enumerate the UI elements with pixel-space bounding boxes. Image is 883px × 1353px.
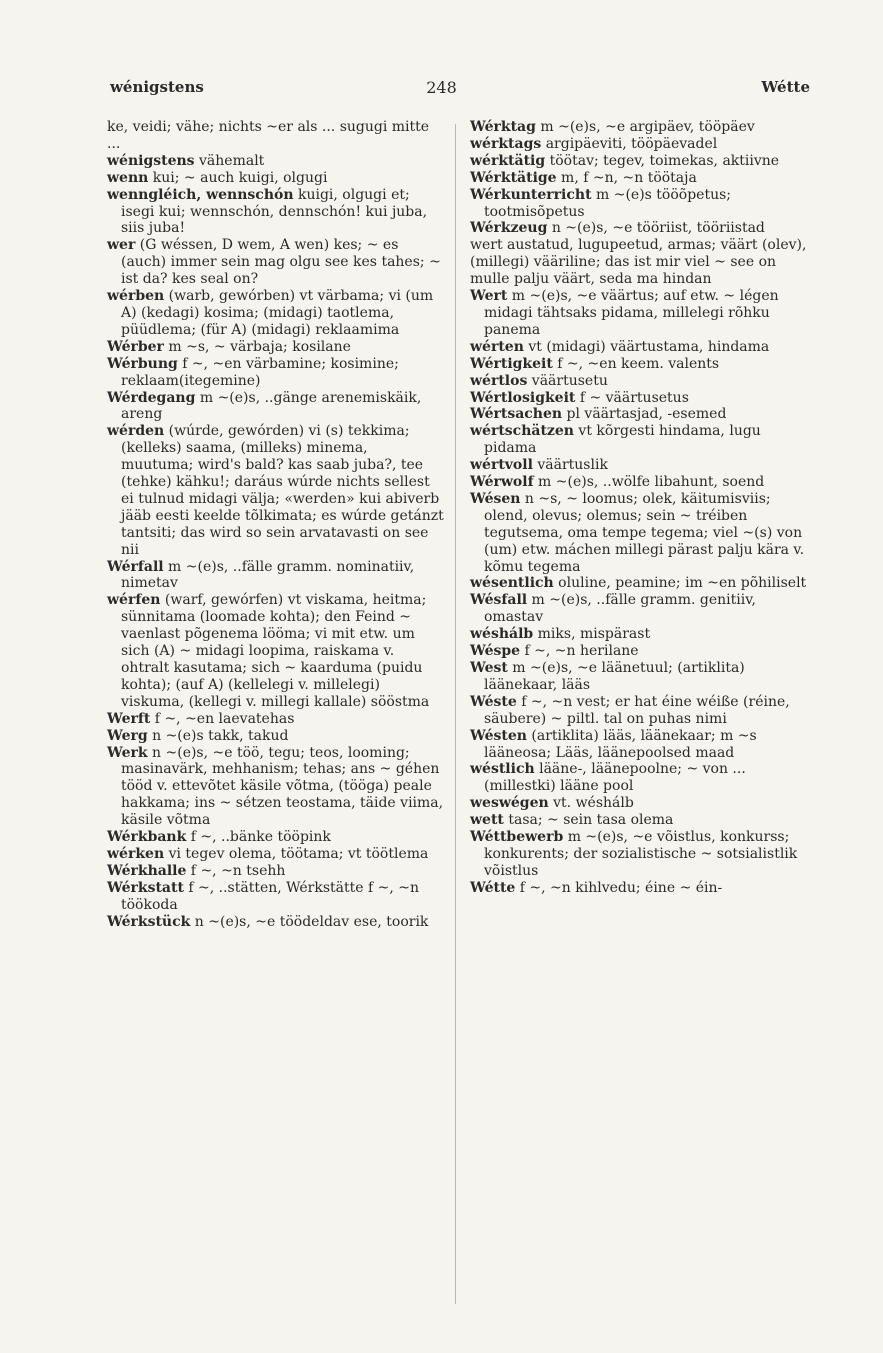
entry-definition: m ~(e)s, ..fälle gramm. genitiiv, omastav <box>484 592 756 626</box>
entry-definition: wert austatud, lugupeetud, armas; väärt (olev), (millegi) vääriline; das ist mir viel ~ see on mulle palju väärt, seda ma hindan <box>470 237 807 288</box>
entry-definition: (G wéssen, D wem, A wen) kes; ~ es (auch) immer sein mag olgu see kes tahes; ~ ist da? kes seal on? <box>121 237 441 288</box>
entry-definition: väärtusetu <box>527 372 608 389</box>
entry-definition: f ~, ~n herilane <box>520 643 639 660</box>
dictionary-entry <box>470 728 813 762</box>
entry-definition: lääne-, läänepoolne; ~ von ... (millestki) lääne pool <box>484 761 746 795</box>
entry-definition: f ~, ~n vest; er hat éine wéiße (réine, säubere) ~ piltl. tal on puhas nimi <box>484 693 790 727</box>
right-column <box>470 119 813 897</box>
entry-definition: vähemalt <box>194 152 265 169</box>
dictionary-entry <box>470 237 813 288</box>
entry-headword: wenngléich, wennschón <box>107 186 294 203</box>
dictionary-entry <box>107 187 444 238</box>
entry-headword: wer <box>107 237 136 254</box>
entry-headword: Wérbung <box>107 355 178 372</box>
entry-headword: Wérwolf <box>470 474 534 491</box>
entry-definition: m ~(e)s, ~e võistlus, konkurss; konkurents; der sozialistische ~ sotsialistlik võistlus <box>484 829 798 879</box>
entry-headword: Wétte <box>470 879 516 896</box>
entry-headword: Wérdegang <box>107 389 196 406</box>
entry-definition: kui; ~ auch kuigi, olgugi <box>148 169 328 186</box>
entry-headword: Wéttbewerb <box>470 829 564 846</box>
page-number: 248 <box>426 78 457 97</box>
entry-headword: wésentlich <box>470 575 554 592</box>
dictionary-entry <box>107 237 444 288</box>
entry-headword: wérten <box>470 338 524 355</box>
entry-definition: argipäeviti, tööpäevadel <box>541 135 718 152</box>
dictionary-entry <box>470 660 813 694</box>
dictionary-entry <box>470 220 813 237</box>
dictionary-entry <box>107 829 444 846</box>
entry-headword: wérfen <box>107 592 161 609</box>
entry-headword: Wérkbank <box>107 829 187 846</box>
header-guide-word-right: Wétte <box>761 78 810 96</box>
dictionary-entry <box>107 863 444 880</box>
entry-definition: ke, veidi; vähe; nichts ~er als ... sugugi mitte ... <box>107 119 430 152</box>
entry-definition: pl väärtasjad, -esemed <box>562 406 727 423</box>
dictionary-entry <box>470 119 813 136</box>
entry-definition: n ~s, ~ loomus; olek, käitumisviis; olend, olevus; olemus; sein ~ tréiben tegutsema, oma tempe tegema; viel ~(s) von (um) etw. máchen millegi pärast palju kära v. kõmu tegema <box>484 490 805 575</box>
dictionary-entry <box>107 914 444 931</box>
entry-definition: vt. wéshálb <box>548 795 634 812</box>
entry-definition: f ~ väärtusetus <box>575 389 689 406</box>
entry-definition: väärtuslik <box>532 457 608 474</box>
entry-definition: (wúrde, gewórden) vi (s) tekkima; (kelleks) saama, (milleks) minema, muutuma; wird's bald? kas saab juba?, tee (tehke) kähku!; daráus wúrde nichts sellest ei tulnud midagi välja; «werden» kui abiverb jääb eesti keelde tõlkimata; es wúrde getánzt tantsiti; das wird so sein arvatavasti on see nii <box>121 423 444 558</box>
dictionary-entry <box>470 423 813 457</box>
entry-headword: Wérktag <box>470 119 536 135</box>
entry-headword: Wéspe <box>470 643 521 660</box>
dictionary-entry <box>470 457 813 474</box>
dictionary-entry <box>470 575 813 592</box>
column-divider <box>455 124 456 1304</box>
dictionary-entry <box>470 339 813 356</box>
entry-definition: m, f ~n, ~n töötaja <box>556 169 697 186</box>
dictionary-entry <box>470 761 813 795</box>
dictionary-entry <box>107 592 444 710</box>
dictionary-entry <box>107 288 444 339</box>
entry-definition: m ~(e)s, ..wölfe libahunt, soend <box>533 474 765 491</box>
entry-headword: weswégen <box>470 795 549 812</box>
entry-headword: Wértigkeit <box>470 355 553 372</box>
entry-headword: Werg <box>107 727 148 744</box>
dictionary-entry <box>107 119 444 153</box>
entry-headword: wérktags <box>470 135 542 152</box>
entry-headword: Wésten <box>470 727 527 744</box>
entry-definition: m ~(e)s, ~e argipäev, tööpäev <box>535 119 755 135</box>
entry-definition: m ~(e)s, ~e väärtus; auf etw. ~ légen midagi tähtsaks pidama, millelegi rõhku panema <box>484 288 779 338</box>
entry-headword: Wérber <box>107 338 164 355</box>
entry-headword: wett <box>470 812 504 829</box>
entry-definition: tasa; ~ sein tasa olema <box>503 812 674 829</box>
entry-headword: Wértlosigkeit <box>470 389 576 406</box>
entry-definition: f ~, ~en keem. valents <box>552 355 720 372</box>
entry-definition: m ~(e)s, ..fälle gramm. nominatiiv, nimetav <box>121 558 415 592</box>
entry-definition: f ~, ..stätten, Wérkstätte f ~, ~n töökoda <box>121 879 420 913</box>
entry-headword: Wérkhalle <box>107 862 187 879</box>
dictionary-entry <box>470 136 813 153</box>
entry-definition: (artiklita) lääs, läänekaar; m ~s lääneosa; Lääs, läänepoolsed maad <box>484 727 757 761</box>
dictionary-entry <box>107 711 444 728</box>
entry-headword: Wésen <box>470 490 521 507</box>
dictionary-entry <box>470 491 813 576</box>
dictionary-entry <box>470 390 813 407</box>
dictionary-entry <box>470 643 813 660</box>
entry-headword: Wérfall <box>107 558 164 575</box>
entry-headword: wérken <box>107 845 165 862</box>
entry-headword: Wérkunterricht <box>470 186 592 203</box>
dictionary-entry <box>470 829 813 880</box>
entry-headword: wértschätzen <box>470 423 574 440</box>
entry-definition: (warb, gewórben) vt värbama; vi (um A) (kedagi) kosima; (midagi) taotlema, püüdlema; (für A) (midagi) reklaamima <box>121 288 434 338</box>
entry-definition: m ~(e)s, ..gänge arenemiskäik, areng <box>121 389 422 423</box>
entry-headword: Wértsachen <box>470 406 563 423</box>
entry-headword: West <box>470 660 508 676</box>
entry-headword: wértlos <box>470 372 528 389</box>
page-header <box>0 78 883 102</box>
entry-definition: vt (midagi) väärtustama, hindama <box>523 338 770 355</box>
entry-headword: wénigstens <box>107 152 195 169</box>
entry-headword: wértvoll <box>470 457 533 474</box>
entry-headword: Wérkstück <box>107 913 191 930</box>
dictionary-entry <box>470 880 813 897</box>
dictionary-entry <box>107 339 444 356</box>
dictionary-entry <box>470 406 813 423</box>
entry-definition: (warf, gewórfen) vt viskama, heitma; sünnitama (loomade kohta); den Feind ~ vaenlast põgenema lööma; vi mit etw. um sich (A) ~ midagi loopima, raiskama v. ohtralt kasutama; sich ~ kaarduma (puidu kohta); (auf A) (kellelegi v. millelegi) viskuma, (kellegi v. millegi kallale) sööstma <box>121 592 430 710</box>
entry-definition: n ~(e)s, ~e töö, tegu; teos, looming; masinavärk, mehhanism; tehas; ans ~ géhen tööd v. ettevõtet käsile võtma, (tööga) peale hakkama; ins ~ sétzen teostama, täide viima, käsile võtma <box>121 744 444 829</box>
dictionary-entry <box>470 356 813 373</box>
dictionary-entry <box>107 356 444 390</box>
dictionary-entry <box>107 423 444 558</box>
entry-definition: f ~, ~en laevatehas <box>150 710 295 727</box>
dictionary-entry <box>107 390 444 424</box>
entry-definition: n ~(e)s, ~e tööriist, tööriistad <box>547 220 765 237</box>
entry-definition: f ~, ~en värbamine; kosimine; reklaam(itegemine) <box>121 355 399 389</box>
dictionary-entry <box>470 288 813 339</box>
entry-definition: töötav; tegev, toimekas, aktiivne <box>545 152 780 169</box>
dictionary-entry <box>107 728 444 745</box>
entry-definition: m ~(e)s, ~e läänetuul; (artiklita) läänekaar, lääs <box>484 660 745 693</box>
dictionary-entry <box>107 846 444 863</box>
entry-headword: wérben <box>107 288 165 305</box>
entry-definition: miks, mispärast <box>533 626 651 643</box>
dictionary-entry <box>470 812 813 829</box>
entry-headword: Werk <box>107 744 148 761</box>
dictionary-entry <box>470 626 813 643</box>
header-guide-word-left: wénigstens <box>110 78 204 96</box>
entry-definition: m ~(e)s tööõpetus; tootmisõpetus <box>484 186 731 220</box>
dictionary-entry <box>470 474 813 491</box>
dictionary-entry <box>107 559 444 593</box>
entry-definition: vi tegev olema, töötama; vt töötlema <box>164 845 429 862</box>
entry-definition: f ~, ~n kihlvedu; éine ~ éin- <box>515 879 723 896</box>
dictionary-entry <box>470 153 813 170</box>
entry-headword: wérden <box>107 423 165 440</box>
entry-definition: n ~(e)s, ~e töödeldav ese, toorik <box>190 913 429 930</box>
entry-headword: Wéste <box>470 693 517 710</box>
entry-definition: n ~(e)s takk, takud <box>147 727 289 744</box>
dictionary-entry <box>470 694 813 728</box>
entry-headword: wérktätig <box>470 152 546 169</box>
entry-headword: wenn <box>107 169 149 186</box>
entry-headword: wéstlich <box>470 761 535 778</box>
entry-definition: vt kõrgesti hindama, lugu pidama <box>484 423 761 457</box>
entry-definition: f ~, ~n tsehh <box>186 862 286 879</box>
dictionary-entry <box>470 592 813 626</box>
entry-definition: f ~, ..bänke tööpink <box>186 829 331 846</box>
entry-headword: Wérktätige <box>470 169 557 186</box>
dictionary-entry <box>107 745 444 830</box>
entry-headword: Wert <box>470 288 508 305</box>
entry-headword: Wérkstatt <box>107 879 184 896</box>
entry-headword: Werft <box>107 710 151 727</box>
dictionary-entry <box>107 880 444 914</box>
dictionary-entry <box>470 187 813 221</box>
dictionary-entry <box>107 153 444 170</box>
dictionary-entry <box>470 170 813 187</box>
entry-definition: m ~s, ~ värbaja; kosilane <box>163 338 351 355</box>
entry-headword: wéshálb <box>470 626 534 643</box>
entry-headword: Wésfall <box>470 592 528 609</box>
entry-headword: Wérkzeug <box>470 220 548 237</box>
entry-definition: kuigi, olgugi et; isegi kui; wennschón, dennschón! kui juba, siis juba! <box>121 186 428 237</box>
dictionary-entry <box>470 373 813 390</box>
dictionary-entry <box>107 170 444 187</box>
dictionary-entry <box>470 795 813 812</box>
entry-definition: oluline, peamine; im ~en põhiliselt <box>553 575 807 592</box>
left-column <box>107 119 444 931</box>
